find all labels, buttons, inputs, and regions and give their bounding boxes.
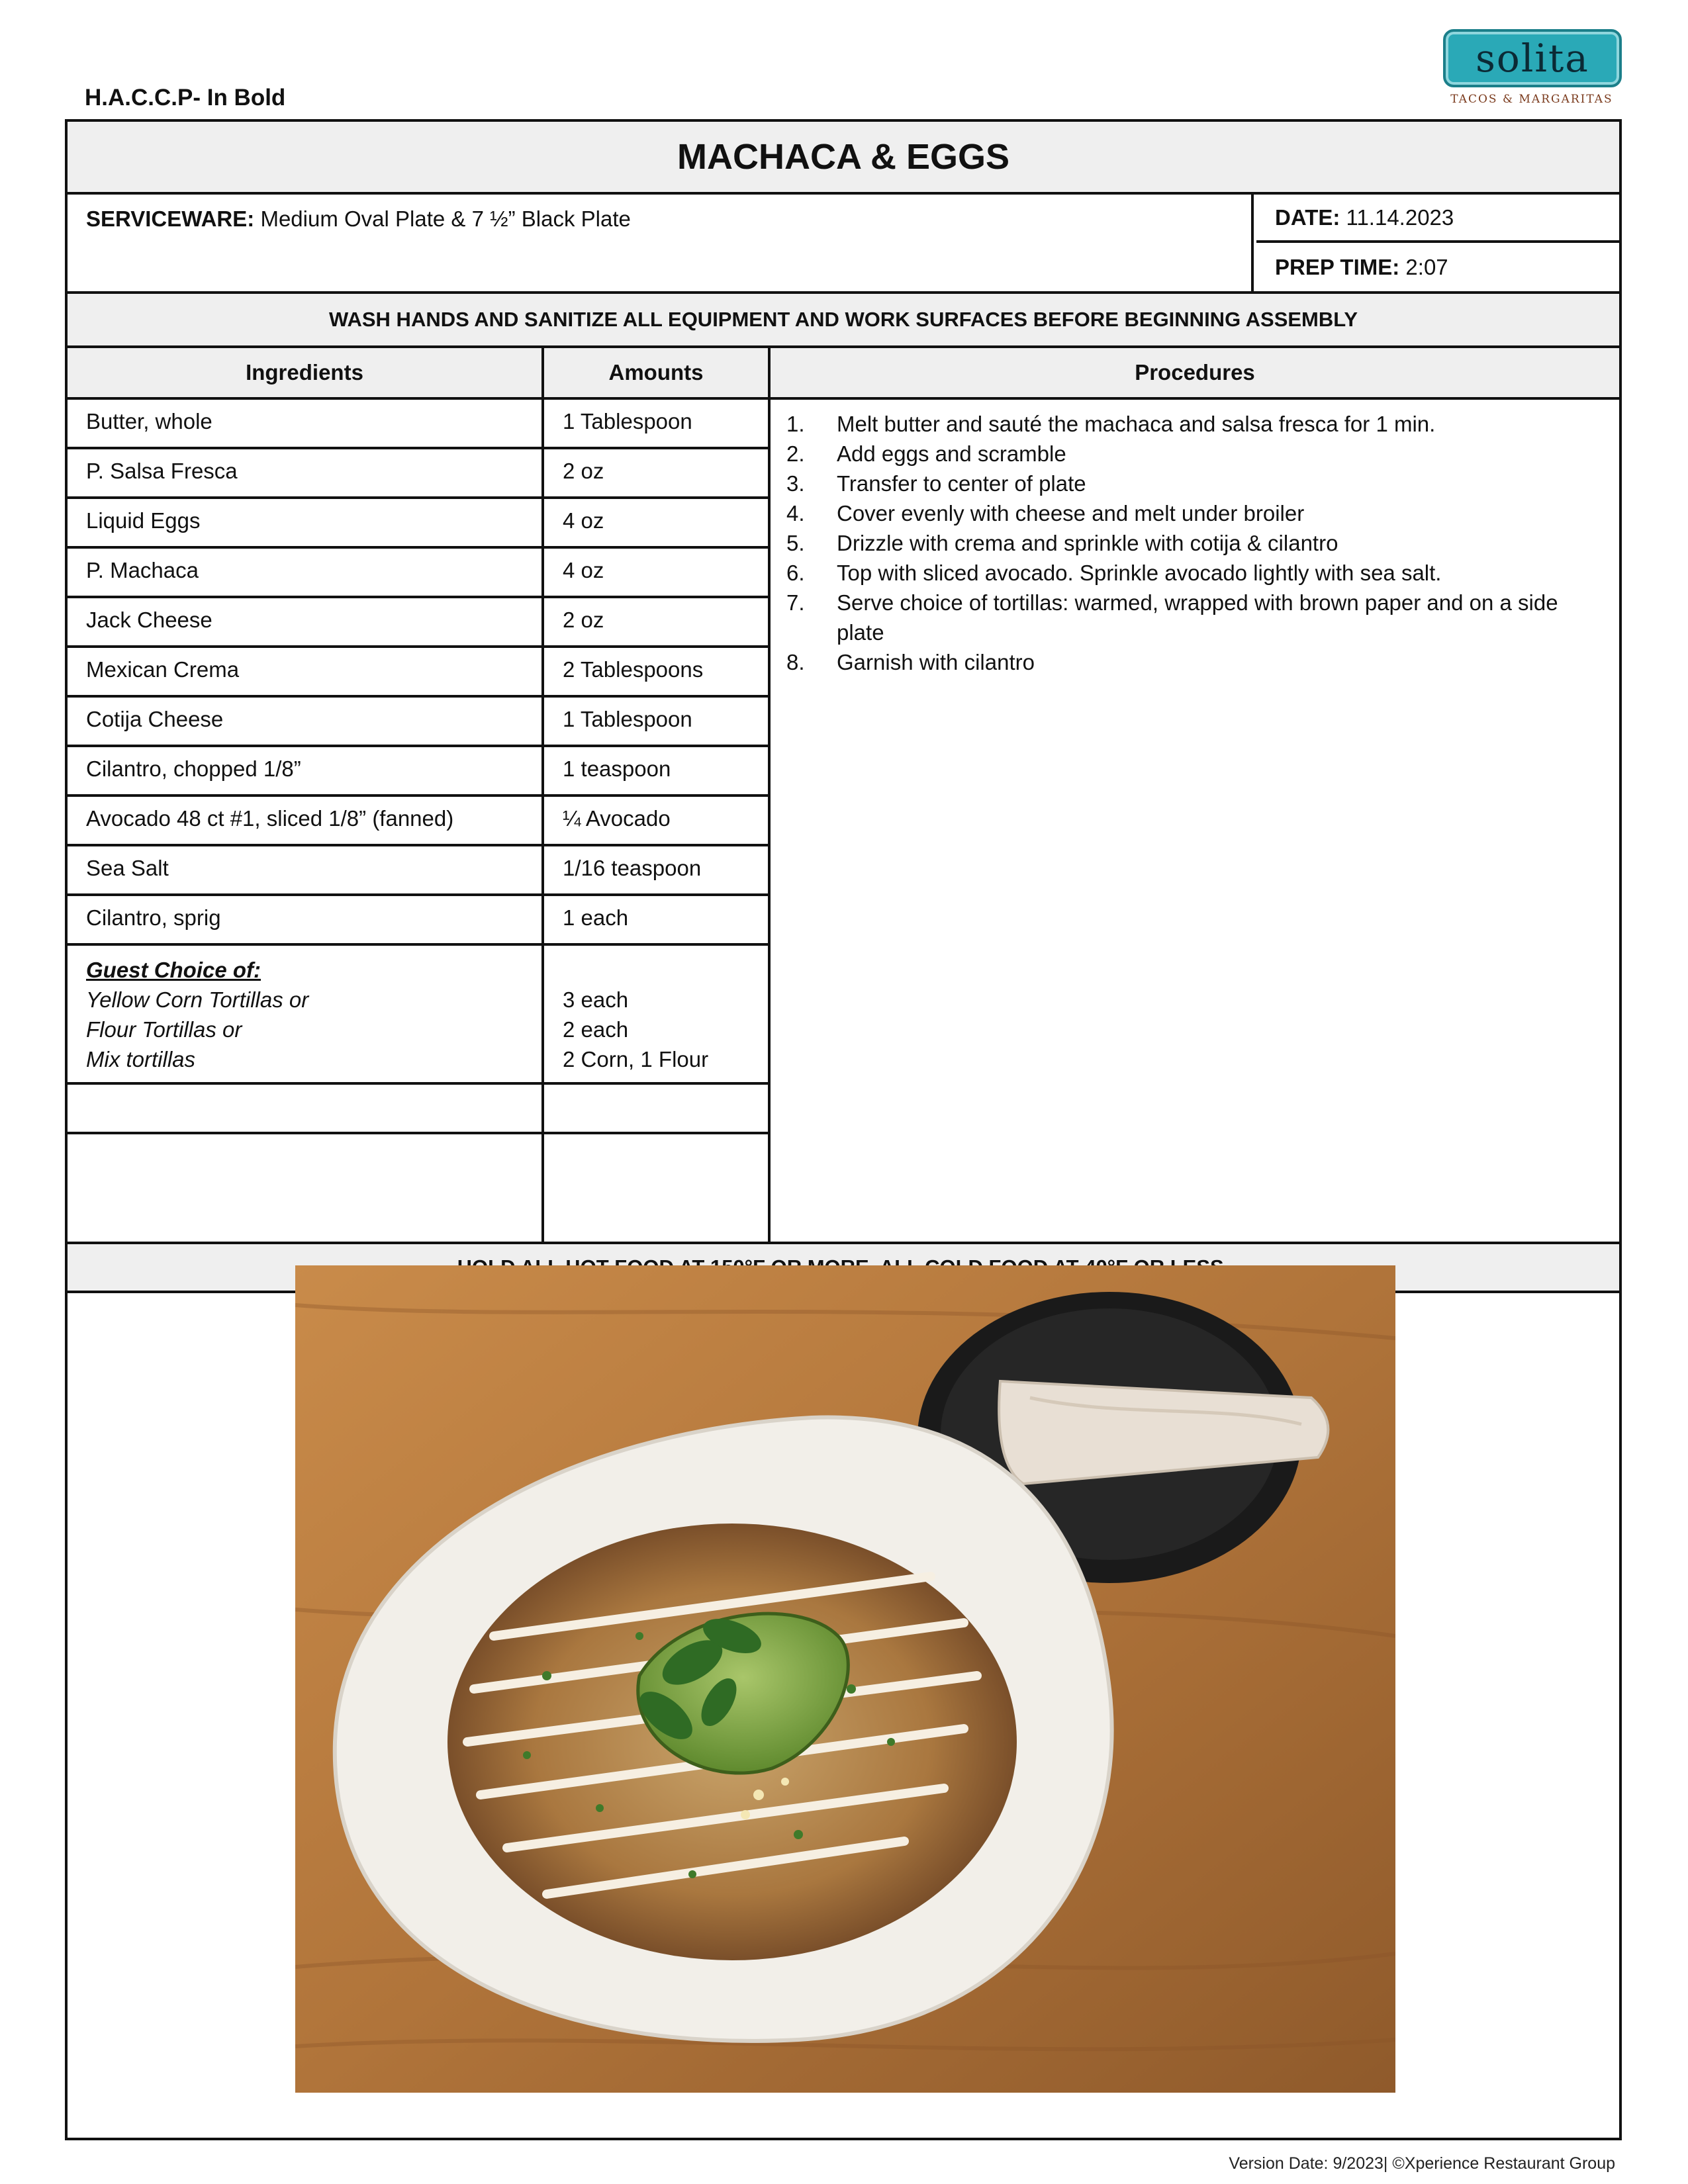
ingredient-amount: 1 Tablespoon [544, 400, 768, 449]
step-number: 8. [786, 650, 805, 674]
step-number: 1. [786, 412, 805, 436]
ingredient-amount: 4 oz [544, 549, 768, 598]
ingredient-name: Avocado 48 ct #1, sliced 1/8” (fanned) [68, 797, 541, 846]
guest-choice-option: Mix tortillas [86, 1047, 196, 1071]
ingredient-amount: 1 Tablespoon [544, 698, 768, 747]
date-value: 11.14.2023 [1340, 205, 1454, 230]
ingredient-amount: 1 each [544, 896, 768, 946]
ingredient-amount: 1 teaspoon [544, 747, 768, 797]
logo-wordmark: solita [1443, 29, 1622, 87]
empty-cell [544, 1134, 768, 1184]
serviceware-cell [68, 195, 1254, 291]
guest-choice-option: Flour Tortillas or [86, 1017, 242, 1042]
step-text: Serve choice of tortillas: warmed, wrapped with brown paper and on a side plate [837, 590, 1558, 645]
ingredient-name: Cilantro, sprig [68, 896, 541, 946]
solita-logo [1440, 29, 1623, 106]
ingredient-name: Mexican Crema [68, 648, 541, 698]
ingredients-column [68, 348, 544, 1242]
logo-tagline: TACOS & MARGARITAS [1450, 93, 1613, 106]
procedure-list [771, 400, 1619, 677]
prep-time-label: PREP TIME: [1275, 255, 1400, 279]
guest-choice-amount: 3 each [563, 987, 629, 1012]
empty-cell [544, 1085, 768, 1134]
guest-choice-amount: 2 each [563, 1017, 629, 1042]
ingredient-amount: 2 oz [544, 598, 768, 648]
ingredient-amount: 2 Tablespoons [544, 648, 768, 698]
ingredient-amount: 4 oz [544, 499, 768, 549]
guest-choice-option: Yellow Corn Tortillas or [86, 987, 309, 1012]
guest-choice-heading: Guest Choice of: [86, 958, 261, 982]
date-label: DATE: [1275, 205, 1340, 230]
step-text: Add eggs and scramble [837, 441, 1066, 466]
step-text: Cover evenly with cheese and melt under broiler [837, 501, 1305, 525]
step-number: 4. [786, 501, 805, 525]
serviceware-label: SERVICEWARE: [86, 206, 255, 231]
procedures-column [771, 348, 1619, 1242]
version-footer: Version Date: 9/2023| ©Xperience Restaurant Group [1229, 2154, 1615, 2173]
procedure-step [771, 409, 1619, 439]
procedure-step [771, 469, 1619, 498]
step-number: 5. [786, 531, 805, 555]
ingredient-name: Cotija Cheese [68, 698, 541, 747]
step-number: 3. [786, 471, 805, 496]
ingredient-name: Butter, whole [68, 400, 541, 449]
empty-cell [68, 1085, 541, 1134]
procedure-step [771, 498, 1619, 528]
recipe-card [65, 119, 1622, 2140]
procedure-step [771, 588, 1619, 647]
wash-notice: WASH HANDS AND SANITIZE ALL EQUIPMENT AND WORK SURFACES BEFORE BEGINNING ASSEMBLY [68, 294, 1619, 348]
prep-time-value: 2:07 [1399, 255, 1448, 279]
step-text: Top with sliced avocado. Sprinkle avocado lightly with sea salt. [837, 561, 1442, 585]
step-number: 6. [786, 561, 805, 585]
step-text: Transfer to center of plate [837, 471, 1086, 496]
ingredient-amount: 1/16 teaspoon [544, 846, 768, 896]
empty-cell [68, 1134, 541, 1184]
date-cell [1256, 195, 1619, 243]
guest-choice-cell [68, 946, 541, 1085]
guest-choice-amounts [544, 946, 768, 1085]
dish-photo [295, 1265, 1395, 2093]
amounts-header: Amounts [544, 348, 768, 400]
step-number: 7. [786, 590, 805, 615]
prep-time-cell [1256, 246, 1619, 291]
procedures-header: Procedures [771, 348, 1619, 400]
ingredient-name: Cilantro, chopped 1/8” [68, 747, 541, 797]
step-text: Melt butter and sauté the machaca and salsa fresca for 1 min. [837, 412, 1436, 436]
step-number: 2. [786, 441, 805, 466]
ingredient-name: P. Machaca [68, 549, 541, 598]
recipe-title: MACHACA & EGGS [68, 122, 1619, 195]
amounts-column [544, 348, 771, 1242]
step-text: Drizzle with crema and sprinkle with cotija & cilantro [837, 531, 1338, 555]
haccp-label: H.A.C.C.P- In Bold [85, 85, 286, 111]
procedure-step [771, 647, 1619, 677]
ingredient-name: Jack Cheese [68, 598, 541, 648]
serviceware-row [68, 195, 1619, 294]
ingredient-amount: 2 oz [544, 449, 768, 499]
ingredient-name: P. Salsa Fresca [68, 449, 541, 499]
procedure-step [771, 439, 1619, 469]
ingredient-name: Liquid Eggs [68, 499, 541, 549]
procedure-step [771, 558, 1619, 588]
ingredient-amount: ¼ Avocado [544, 797, 768, 846]
step-text: Garnish with cilantro [837, 650, 1035, 674]
procedure-step [771, 528, 1619, 558]
recipe-table [68, 348, 1619, 1244]
serviceware-value: Medium Oval Plate & 7 ½” Black Plate [254, 206, 631, 231]
ingredients-header: Ingredients [68, 348, 541, 400]
ingredient-name: Sea Salt [68, 846, 541, 896]
guest-choice-amount: 2 Corn, 1 Flour [563, 1047, 709, 1071]
